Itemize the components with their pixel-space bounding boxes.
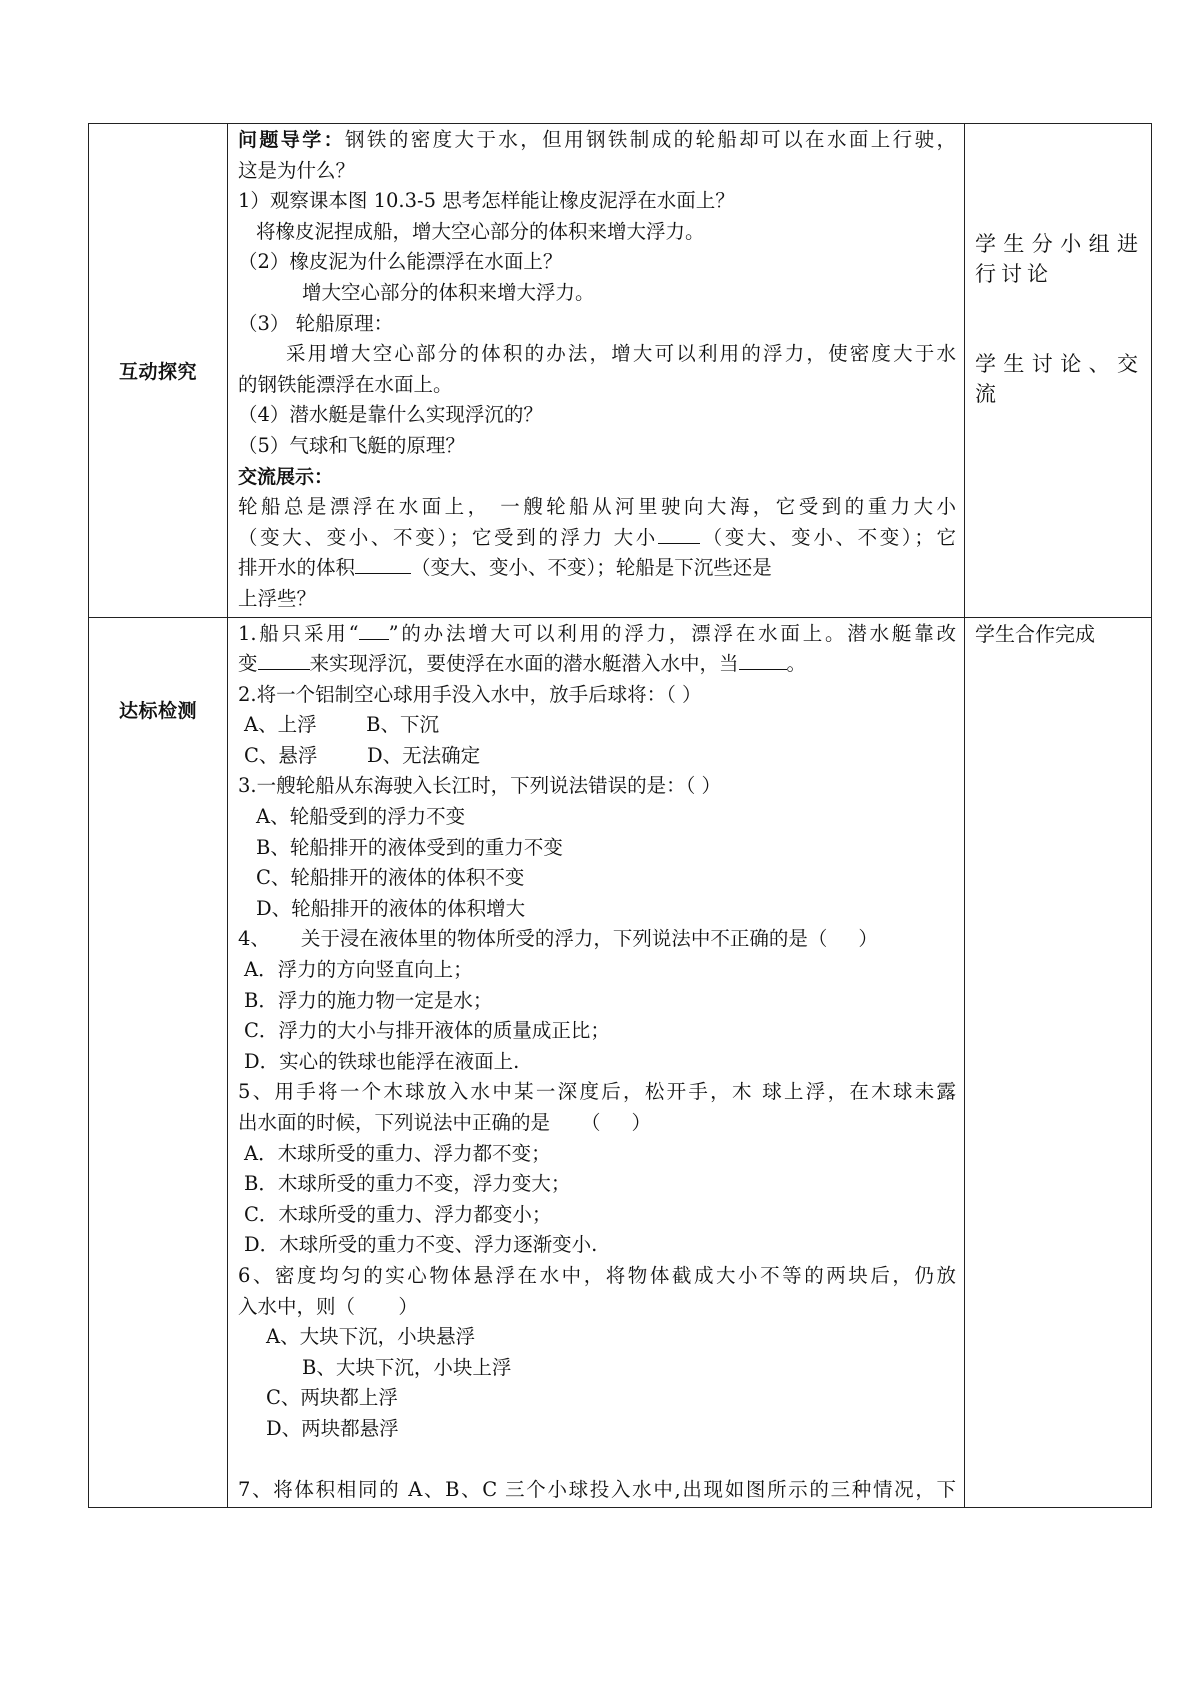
lesson-plan-sheet bbox=[88, 123, 1143, 1508]
inquiry-item-2: （2）橡皮泥为什么能漂浮在水面上？ bbox=[238, 250, 563, 274]
q1-blank-2 bbox=[258, 651, 310, 670]
q1-part-d: 来实现浮沉，要使浮在水面的潜水艇潜入水中，当 bbox=[309, 652, 739, 676]
inquiry-item-2-answer: 增大空心部分的体积来增大浮力。 bbox=[302, 280, 595, 304]
q4-option-a: A．浮力的方向竖直向上； bbox=[244, 958, 473, 982]
lesson-plan-table bbox=[88, 123, 1152, 1508]
q3-option-d: D、轮船排开的液体的体积增大 bbox=[256, 896, 526, 920]
q2-stem: 2.将一个铝制空心球用手没入水中，放手后球将：（ ） bbox=[238, 682, 702, 706]
q1-part-c: 变 bbox=[238, 652, 258, 676]
blank-buoyancy bbox=[658, 525, 700, 544]
q1-blank-1 bbox=[359, 621, 389, 640]
exchange-title: 交流展示： bbox=[238, 465, 334, 488]
row-standard-test bbox=[89, 617, 1152, 1508]
inquiry-text-1: 钢铁的密度大于水，但用钢铁制成的轮船却可以在水面上行驶， bbox=[345, 128, 956, 151]
spacer bbox=[238, 1445, 956, 1475]
q1-line-2 bbox=[238, 649, 956, 680]
row-interactive-inquiry bbox=[89, 124, 1152, 618]
q5-option-b: B．木球所受的重力不变，浮力变大； bbox=[244, 1172, 571, 1196]
q5-stem-1: 5、用手将一个木球放入水中某一深度后，松开手，木 球上浮，在木球未露 bbox=[238, 1080, 956, 1104]
q3-option-a: A、轮船受到的浮力不变 bbox=[256, 805, 466, 829]
q6-option-d: D、两块都悬浮 bbox=[266, 1416, 399, 1440]
row-label-test: 达标检测 bbox=[89, 617, 228, 1508]
q1-blank-3 bbox=[739, 651, 787, 670]
exchange-line-4: 上浮些？ bbox=[238, 586, 317, 610]
inquiry-note-cell bbox=[965, 124, 1152, 618]
inquiry-item-1: 1）观察课本图 10.3-5 思考怎样能让橡皮泥浮在水面上？ bbox=[238, 189, 735, 213]
q1-part-a: 1.船只采用“ bbox=[238, 621, 359, 645]
inquiry-item-3: （3） 轮船原理： bbox=[238, 311, 394, 335]
q4-option-c: C．浮力的大小与排开液体的质量成正比； bbox=[244, 1019, 610, 1043]
q5-option-c: C．木球所受的重力、浮力都变小； bbox=[244, 1202, 552, 1226]
q2-options-2: C、悬浮 D、无法确定 bbox=[244, 743, 481, 767]
q4-option-b: B．浮力的施力物一定是水； bbox=[244, 988, 493, 1012]
test-note-cell bbox=[965, 617, 1152, 1508]
inquiry-item-4: （4）潜水艇是靠什么实现浮沉的？ bbox=[238, 403, 543, 427]
inquiry-item-3-answer-2: 的钢铁能漂浮在水面上。 bbox=[238, 372, 453, 396]
q5-option-a: A．木球所受的重力、浮力都不变； bbox=[244, 1141, 551, 1165]
exchange-line-1: 轮船总是漂浮在水面上， 一艘轮船从河里驶向大海，它受到的重力大小 bbox=[238, 495, 956, 519]
note-cooperative-complete: 学生合作完成 bbox=[975, 621, 1095, 646]
q3-stem: 3.一艘轮船从东海驶入长江时，下列说法错误的是：（ ） bbox=[238, 774, 722, 798]
exchange-line-2 bbox=[238, 523, 956, 554]
q2-options-1: A、上浮 B、下沉 bbox=[244, 713, 440, 737]
inquiry-title: 问题导学： bbox=[238, 129, 346, 151]
exchange-line-3 bbox=[238, 553, 956, 584]
q5-option-d: D．木球所受的重力不变、浮力逐渐变小. bbox=[244, 1233, 598, 1257]
q4-option-d: D．实心的铁球也能浮在液面上. bbox=[244, 1049, 520, 1073]
inquiry-item-5: （5）气球和飞艇的原理？ bbox=[238, 433, 465, 457]
exchange-line-2b: （变大、变小、不变）；它 bbox=[699, 525, 956, 549]
q6-option-a: A、大块下沉，小块悬浮 bbox=[266, 1325, 476, 1349]
q6-option-b: B、大块下沉，小块上浮 bbox=[302, 1355, 512, 1379]
test-content-cell bbox=[228, 617, 965, 1508]
note-group-discussion: 学生分小组进行讨论 bbox=[975, 232, 1143, 286]
q1-line-1 bbox=[238, 619, 956, 650]
q6-stem-2: 入水中，则（ ） bbox=[238, 1294, 418, 1318]
q4-stem: 4、 关于浸在液体里的物体所受的浮力，下列说法中不正确的是（ ） bbox=[238, 927, 878, 951]
q3-option-c: C、轮船排开的液体的体积不变 bbox=[256, 866, 525, 890]
blank-volume bbox=[355, 555, 411, 574]
exchange-line-2a: （变大、变小、不变）；它受到的浮力 大小 bbox=[238, 525, 658, 549]
q7-stem: 7、将体积相同的 A、B、C 三个小球投入水中,出现如图所示的三种情况，下 bbox=[238, 1477, 956, 1501]
q6-stem-1: 6、密度均匀的实心物体悬浮在水中，将物体截成大小不等的两块后，仍放 bbox=[238, 1263, 956, 1287]
exchange-line-3a: 排开水的体积 bbox=[238, 556, 356, 580]
q5-stem-2: 出水面的时候，下列说法中正确的是 （ ） bbox=[238, 1111, 651, 1134]
q1-part-b: ”的办法增大可以利用的浮力，漂浮在水面上。潜水艇靠改 bbox=[388, 621, 956, 645]
exchange-line-3b: （变大、变小、不变）；轮船是下沉些还是 bbox=[411, 556, 772, 580]
q6-option-c: C、两块都上浮 bbox=[266, 1386, 398, 1410]
inquiry-item-1-answer: 将橡皮泥捏成船，增大空心部分的体积来增大浮力。 bbox=[256, 219, 705, 243]
inquiry-text-2: 这是为什么？ bbox=[238, 158, 356, 182]
row-label-inquiry: 互动探究 bbox=[89, 124, 228, 618]
inquiry-line-1 bbox=[238, 125, 956, 156]
inquiry-item-3-answer-1: 采用增大空心部分的体积的办法，增大可以利用的浮力，使密度大于水 bbox=[286, 342, 956, 366]
inquiry-content-cell bbox=[228, 124, 965, 618]
q3-option-b: B、轮船排开的液体受到的重力不变 bbox=[256, 835, 563, 859]
note-discussion-exchange: 学生讨论、交流 bbox=[975, 352, 1143, 406]
q1-part-e: 。 bbox=[786, 652, 807, 676]
